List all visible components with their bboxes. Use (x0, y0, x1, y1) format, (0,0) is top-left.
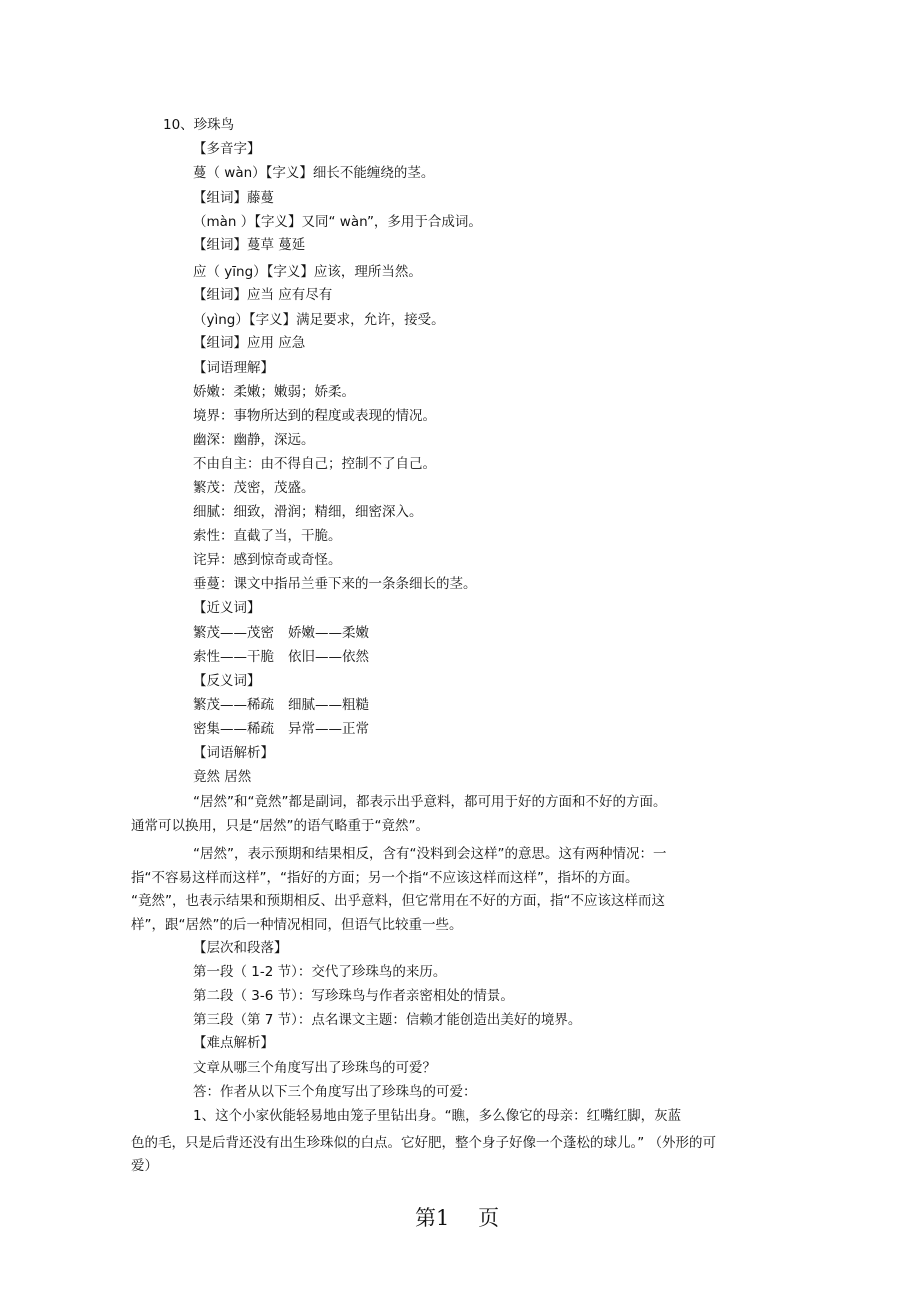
heading-vocabulary: 【词语理解】 (193, 360, 274, 376)
synonym-pair: 娇嫩——柔嫩 (288, 625, 369, 641)
synonym-row (193, 649, 369, 665)
text-line: 蔓（ wàn）【字义】细长不能缠绕的茎。 (193, 165, 435, 181)
paragraph-line: 爱） (131, 1158, 158, 1174)
text-line: 应（ yīng）【字义】应该，理所当然。 (193, 264, 422, 280)
text-line: 诧异：感到惊奇或奇怪。 (193, 552, 342, 568)
paragraph-line: 色的毛，只是后背还没有出生珍珠似的白点。它好肥，整个身子好像一个蓬松的球儿。” （外形的可 (131, 1135, 717, 1151)
text-line: 不由自主：由不得自己；控制不了自己。 (193, 456, 436, 472)
antonym-pair: 密集——稀疏 (193, 721, 274, 737)
heading-sections: 【层次和段落】 (193, 940, 288, 956)
paragraph-line: “居然”和“竟然”都是副词，都表示出乎意料，都可用于好的方面和不好的方面。 (193, 794, 667, 810)
paragraph-line: “竟然”，也表示结果和预期相反、出乎意料，但它常用在不好的方面，指“不应该这样而这 (131, 893, 665, 909)
heading-polyphones: 【多音字】 (193, 141, 261, 157)
text-line: 垂蔓：课文中指吊兰垂下来的一条条细长的茎。 (193, 576, 477, 592)
text-line: （yìng）【字义】满足要求，允许，接受。 (193, 312, 445, 328)
paragraph-line: 1、这个小家伙能轻易地由笼子里钻出身。“瞧，多么像它的母亲：红嘴红脚，灰蓝 (193, 1108, 682, 1124)
text-line: 境界：事物所达到的程度或表现的情况。 (193, 408, 436, 424)
text-line: （màn ）【字义】又同“ wàn”，多用于合成词。 (193, 214, 482, 230)
heading-antonyms: 【反义词】 (193, 673, 261, 689)
text-line: 幽深：幽静，深远。 (193, 432, 315, 448)
antonym-pair: 异常——正常 (288, 721, 369, 737)
page-number-prefix: 第1 (415, 1206, 450, 1230)
paragraph-line: “居然”，表示预期和结果相反，含有“没料到会这样”的意思。这有两种情况：一 (193, 846, 667, 862)
paragraph-line: 通常可以换用，只是“居然”的语气略重于“竟然”。 (131, 818, 429, 834)
antonym-pair: 细腻——粗糙 (288, 697, 369, 713)
antonym-pair: 繁茂——稀疏 (193, 697, 274, 713)
section-line: 第三段（第 7 节）：点名课文主题：信赖才能创造出美好的境界。 (193, 1012, 582, 1028)
text-line: 【组词】应用 应急 (193, 335, 306, 351)
heading-word-analysis: 【词语解析】 (193, 745, 274, 761)
text-line: 索性：直截了当，干脆。 (193, 528, 342, 544)
text-line: 娇嫩：柔嫩；嫩弱；娇柔。 (193, 384, 355, 400)
section-line: 第一段（ 1-2 节）：交代了珍珠鸟的来历。 (193, 964, 447, 980)
text-line: 【组词】应当 应有尽有 (193, 287, 333, 303)
antonym-row (193, 697, 369, 713)
heading-synonyms: 【近义词】 (193, 600, 261, 616)
heading-difficulty: 【难点解析】 (193, 1035, 274, 1051)
synonym-pair: 依旧——依然 (288, 649, 369, 665)
section-line: 第二段（ 3-6 节）：写珍珠鸟与作者亲密相处的情景。 (193, 988, 514, 1004)
antonym-row (193, 721, 369, 737)
lesson-title: 10、珍珠鸟 (163, 117, 235, 133)
page-number-suffix: 页 (478, 1206, 500, 1230)
text-line: 【组词】蔓草 蔓延 (193, 237, 306, 253)
text-line: 细腻：细致，滑润；精细，细密深入。 (193, 504, 423, 520)
synonym-row (193, 625, 369, 641)
answer: 答：作者从以下三个角度写出了珍珠鸟的可爱： (193, 1084, 477, 1100)
text-line: 【组词】藤蔓 (193, 190, 274, 206)
question: 文章从哪三个角度写出了珍珠鸟的可爱？ (193, 1060, 436, 1076)
synonym-pair: 繁茂——茂密 (193, 625, 274, 641)
page-number (415, 1202, 499, 1232)
paragraph-line: 样”，跟“居然”的后一种情况相同，但语气比较重一些。 (131, 917, 463, 933)
paragraph-line: 指“不容易这样而这样”，“指好的方面；另一个指“不应该这样而这样”，指坏的方面。 (131, 870, 639, 886)
synonym-pair: 索性——干脆 (193, 649, 274, 665)
text-line: 繁茂：茂密，茂盛。 (193, 480, 315, 496)
analysis-words: 竟然 居然 (193, 769, 252, 785)
